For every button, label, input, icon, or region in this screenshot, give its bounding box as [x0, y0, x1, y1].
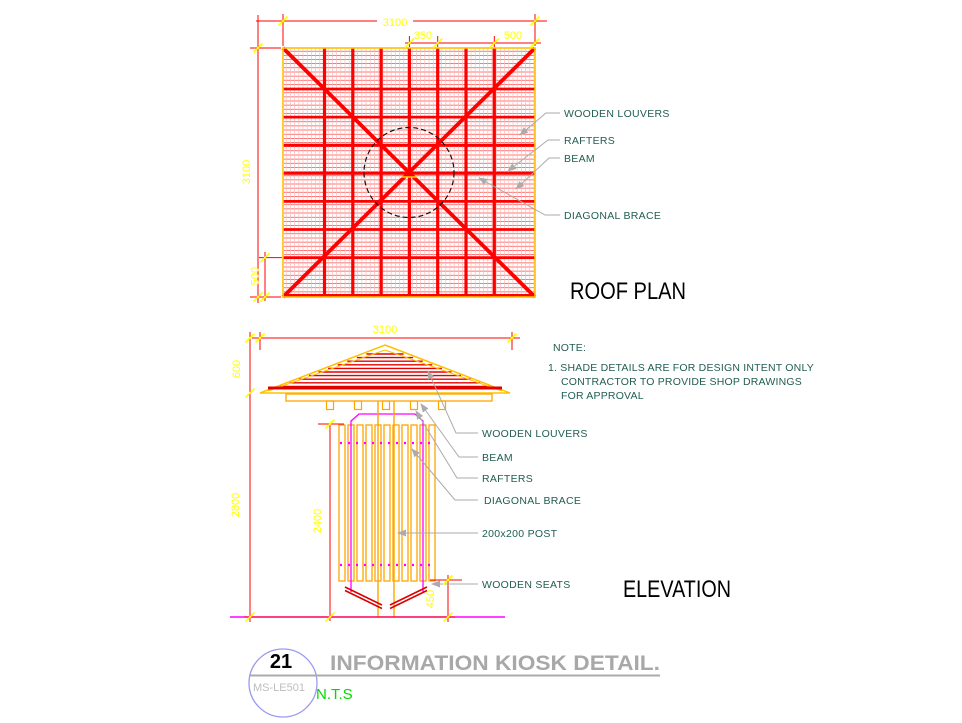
scale-label: N.T.S: [316, 686, 353, 703]
elev-dim-overall-height: 2800: [230, 492, 242, 518]
elev-label-diagonal-brace: DIAGONAL BRACE: [484, 495, 582, 507]
note-line-1: 1. SHADE DETAILS ARE FOR DESIGN INTENT ONLY: [548, 362, 814, 374]
elev-dim-seat-height: 450: [425, 589, 437, 609]
wooden-louver-slats: [339, 425, 435, 581]
plan-dim-rafter-spacing: 350: [413, 30, 433, 42]
elev-dim-width: 3100: [372, 324, 398, 336]
elev-label-post: 200x200 POST: [482, 528, 558, 540]
detail-title: INFORMATION KIOSK DETAIL.: [330, 652, 660, 675]
plan-dim-height: 3100: [241, 159, 253, 185]
roof-plan-leader-lines: [479, 113, 560, 215]
title-block: [249, 649, 660, 717]
beam-fascia: [286, 394, 492, 401]
plan-label-beam: BEAM: [564, 153, 595, 165]
note-block: [548, 342, 814, 402]
note-heading: NOTE:: [553, 342, 587, 354]
plan-label-rafters: RAFTERS: [564, 135, 616, 147]
elevation-title: ELEVATION: [623, 576, 731, 603]
elev-label-wooden-louvers: WOODEN LOUVERS: [482, 428, 588, 440]
plan-label-wooden-louvers: WOODEN LOUVERS: [564, 108, 670, 120]
sheet-code: MS-LE501: [253, 682, 305, 694]
note-line-2: CONTRACTOR TO PROVIDE SHOP DRAWINGS: [561, 376, 802, 388]
rafter-ends: [327, 401, 446, 410]
plan-dim-edge-offset: 500: [503, 30, 523, 42]
elev-label-rafters: RAFTERS: [482, 473, 534, 485]
roof-plan-title: ROOF PLAN: [570, 278, 686, 305]
elev-dim-roof-height: 600: [231, 359, 243, 379]
note-line-3: FOR APPROVAL: [561, 390, 644, 402]
plan-label-diagonal-brace: DIAGONAL BRACE: [564, 210, 662, 222]
detail-number: 21: [269, 651, 293, 673]
roof-plan-view: [241, 14, 686, 305]
elev-label-beam: BEAM: [482, 452, 513, 464]
elev-dim-screen-height: 2400: [312, 508, 324, 534]
wooden-seat-braces: [345, 587, 427, 609]
plan-dim-bottom-offset: 500: [249, 266, 262, 286]
elev-label-wooden-seats: WOODEN SEATS: [482, 579, 571, 591]
plan-dim-width: 3100: [382, 17, 408, 29]
